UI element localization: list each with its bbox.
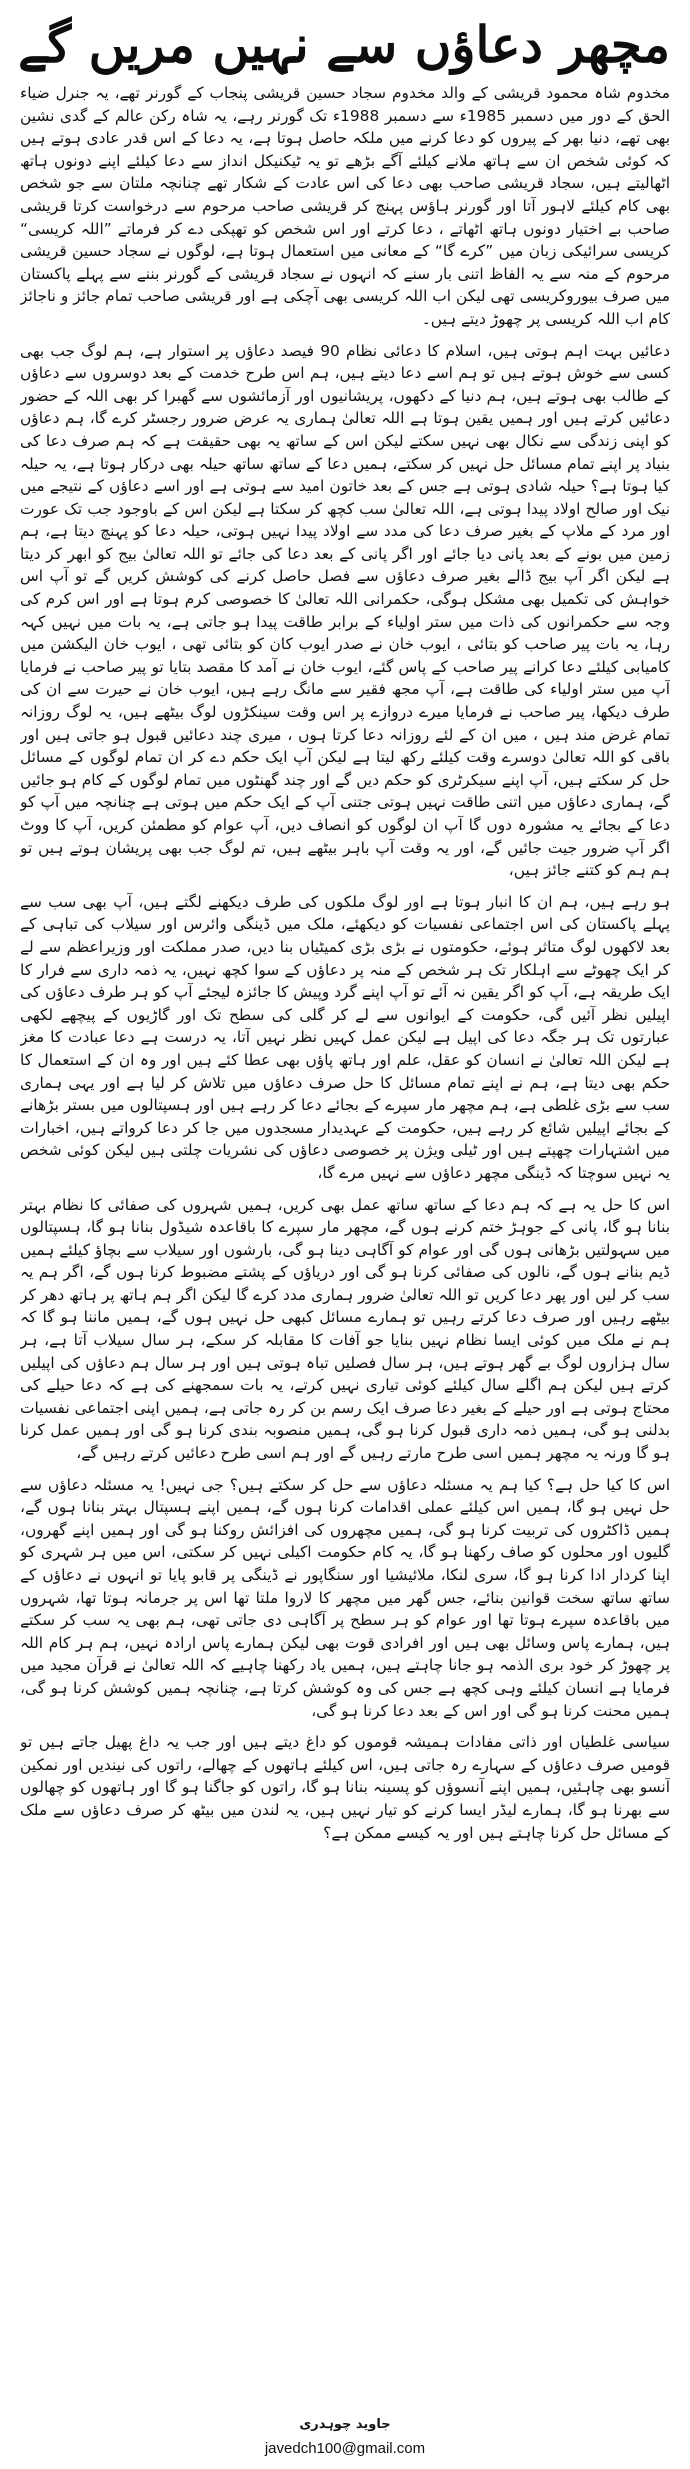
paragraph: ہو رہے ہیں، ہم ان کا انبار ہوتا ہے اور لوگ ملکوں کی طرف دیکھنے لگتے ہیں، آپ بھی سب سے پہلے پاکستان کی اس اجتماعی نفسیات کو دیکھئے، ملک میں ڈینگی وائرس اور سیلاب کی تباہی کے بعد لاکھوں لوگ متاثر ہوئے، حکومتوں نے بڑی بڑی کمیٹیاں بنا دیں، صدر مملکت اور وزیراعظم سے لے کر ایک چھوٹے سے اہلکار تک ہر شخص کے منہ پر دعاؤں کے سوا کچھ نہیں، یہ ذمہ داری سے فرار کا ایک طریقہ ہے، آپ کو اگر یقین نہ آئے تو آپ اپنے گرد وپیش کا جائزہ لیجئے آپ کو ہر طرف دعاؤں کی اپیلیں نظر آئیں گی، حکومت کے ایوانوں سے لے کر گلی کی سطح تک اور گاڑیوں کے پیچھے لکھی عبارتوں تک ہر جگہ دعا کی اپیل ہے لیکن عمل کہیں نظر نہیں آتا، یہ درست ہے دعا عبادت کا مغز ہے لیکن اللہ تعالیٰ نے انسان کو عقل، علم اور ہاتھ پاؤں بھی عطا کئے ہیں اور وہ ان کے استعمال کا حکم بھی دیتا ہے، ہم نے اپنے تمام مسائل کا حل صرف دعاؤں میں تلاش کر لیا ہے اور یہی ہماری سب سے بڑی غلطی ہے، ہم مچھر مار سپرے کے بجائے دعا کر رہے ہیں اور ہسپتالوں میں بستر بڑھانے کے بجائے اپیلیں شائع کر رہے ہیں، حکومت کے عہدیدار مسجدوں میں جا کر دعا کرواتے ہیں، اخبارات میں اشتہارات چھپتے ہیں اور ٹیلی ویژن پر خصوصی دعاؤں کی نشریات چلتی ہیں لیکن کوئی شخص یہ نہیں سوچتا کہ ڈینگی مچھر دعاؤں سے نہیں مرے گا، — [20, 892, 670, 1182]
paragraph: اس کا کیا حل ہے؟ کیا ہم یہ مسئلہ دعاؤں سے حل کر سکتے ہیں؟ جی نہیں! یہ مسئلہ دعاؤں سے حل نہیں ہو گا، ہمیں اس کیلئے عملی اقدامات کرنا ہوں گے، ہمیں اپنے ہسپتال بہتر بنانا ہوں گے، ہمیں ڈاکٹروں کی تربیت کرنا ہو گی، ہمیں مچھروں کی افزائش روکنا ہو گی اور ہمیں اپنے گھروں، گلیوں اور محلوں کو صاف رکھنا ہو گا، یہ کام حکومت اکیلی نہیں کر سکتی، اس میں ہر شہری کو اپنا کردار ادا کرنا ہو گا، سری لنکا، ملائیشیا اور سنگاپور نے ڈینگی پر قابو پایا تو انہوں نے دعاؤں کے ساتھ ساتھ سخت قوانین بنائے، جس گھر میں مچھر کا لاروا ملتا تھا اس پر جرمانہ ہوتا تھا، شہروں میں باقاعدہ سپرے ہوتا تھا اور عوام کو ہر سطح پر آگاہی دی جاتی تھی، ہم بھی یہ سب کر سکتے ہیں، ہمارے پاس وسائل بھی ہیں اور افرادی قوت بھی لیکن ہمارے پاس ارادہ نہیں، ہم ہر کام اللہ پر چھوڑ کر خود بری الذمہ ہو جانا چاہتے ہیں، ہمیں یاد رکھنا چاہیے کہ اللہ تعالیٰ نے قرآن مجید میں فرمایا ہے انسان کیلئے وہی کچھ ہے جس کی وہ کوشش کرتا ہے، چنانچہ ہمیں کوشش کرنا ہو گی، ہمیں محنت کرنا ہو گی اور اس کے بعد دعا کرنا ہو گی، — [20, 1475, 670, 1720]
article-body — [20, 82, 670, 2412]
headline: مچھر دعاؤں سے نہیں مریں گے — [18, 15, 670, 74]
author-name: جاوید چوہدری — [299, 2417, 391, 2432]
paragraph: دعائیں بہت اہم ہوتی ہیں، اسلام کا دعائی نظام 90 فیصد دعاؤں پر استوار ہے، ہم لوگ جب بھی کسی سے خوش ہوتے ہیں تو ہم اسے دعا دیتے ہیں، ہم اس طرح خدمت کے بعد دوسروں سے دعاؤں کے طالب بھی ہوتے ہیں، ہم دنیا کے دکھوں، پریشانیوں اور آزمائشوں سے گھبرا کر بھی اللہ کے حضور دعائیں کرتے ہیں اور ہمیں یقین ہوتا ہے اللہ تعالیٰ ہماری یہ عرض ضرور رجسٹر کرے گا، ہم دعاؤں کو اپنی زندگی سے نکال بھی نہیں سکتے لیکن اس کے ساتھ یہ بھی حقیقت ہے کہ ہم صرف دعا کی بنیاد پر اپنے تمام مسائل حل نہیں کر سکتے، ہمیں دعا کے ساتھ ساتھ حیلہ بھی درکار ہوتا ہے، یہ حیلہ کیا ہوتا ہے؟ حیلہ شادی ہوتی ہے جس کے بعد خاتون امید سے ہوتی ہے اور اسے دعاؤں کے نتیجے میں نیک اور صالح اولاد پیدا ہوتی ہے، اللہ تعالیٰ سب کچھ کر سکتا ہے لیکن اس کے باوجود جب تک عورت اور مرد کے ملاپ کے بغیر صرف دعا کی مدد سے اولاد پیدا نہیں ہوتی، حیلہ دعا کو پہنچ دیتا ہے، ہم زمین میں بونے کے بعد پانی دیا جائے اور اگر پانی کے بعد دعا کی جائے تو اللہ تعالیٰ بیج کو ابھر کر دیتا ہے لیکن اگر آپ بیج ڈالے بغیر صرف دعاؤں سے فصل حاصل کرنے کی کوشش کریں گے تو آپ اس خواہش کی تکمیل بھی مشکل ہوگی، حکمرانی اللہ تعالیٰ کا خصوصی کرم ہوتا ہے اور اس کرم کی وجہ سے حکمرانوں کی ذات میں ستر اولیاء کے برابر طاقت پیدا ہو جاتی ہے، یہ بات میں نہیں کہہ رہا، یہ بات پیر صاحب کو بتائی ، ایوب خان نے صدر ایوب کان کو بتائی تھی ، ایوب خان الیکشن میں کامیابی کیلئے دعا کرانے پیر صاحب کے پاس گئے، ایوب خان نے آمد کا مقصد بتایا تو پیر صاحب نے فرمایا آپ میں ستر اولیاء کی طاقت ہے، آپ مجھ فقیر سے مانگ رہے ہیں، ایوب خان نے حیرت سے ان کی طرف دیکھا، پیر صاحب نے فرمایا میرے دروازے پر اس وقت سینکڑوں لوگ بیٹھے ہیں، یہ لوگ روزانہ تمام غرض مند ہیں ، میں ان کے لئے روزانہ دعا کرتا ہوں ، میری چند دعائیں قبول ہو جاتی ہیں اور باقی کو اللہ تعالیٰ دوسرے وقت کیلئے رکھ لیتا ہے لیکن آپ ایک حکم دے کر ان تمام لوگوں کے مسائل حل کر سکتے ہیں، آپ اپنے سیکرٹری کو حکم دیں گے اور چند گھنٹوں میں تمام لوگوں کے کام ہو جائیں گے، ہماری دعاؤں میں اتنی طاقت نہیں ہوتی جتنی آپ کے ایک حکم میں ہوتی ہے چنانچہ میں آپ کو دعا کے بجائے یہ مشورہ دوں گا آپ ان لوگوں کو انصاف دیں، آپ عوام کو مطمئن کریں، آپ کا ووٹ اگر آپ ضرور جیت جائیں گے، اور یہ وقت آپ باہر بیٹھے ہیں، تم لوگ جب بھی پریشان ہوتے ہیں تو ہم ہم کو کتنے جائز ہیں، — [20, 341, 670, 880]
paragraph: مخدوم شاہ محمود قریشی کے والد مخدوم سجاد حسین قریشی پنجاب کے گورنر تھے، یہ جنرل ضیاء الحق کے دور میں دسمبر 1985ء سے دسمبر 1988ء تک گورنر رہے، یہ شاہ رکن عالم کے گدی نشین بھی تھے، دنیا بھر کے پیروں کو دعا کرنے میں ملکہ حاصل ہوتا ہے، یہ دعا کے اس قدر عادی ہوتے ہیں کہ کوئی شخص ان سے ہاتھ ملانے کیلئے آگے بڑھے تو یہ ٹیکنیکل انداز سے دعا کیلئے اپنے دونوں ہاتھ اٹھالیتے ہیں، سجاد قریشی صاحب بھی دعا کی اس عادت کے شکار تھے چنانچہ ملتان سے جو شخص بھی کام کیلئے لاہور آتا اور گورنر ہاؤس پہنچ کر قریشی صاحب مرحوم سے درخواست کرتا قریشی صاحب بے اختیار دونوں ہاتھ اٹھاتے ، دعا کرتے اور اس شخص کو تھپکی دے کر فرماتے ”اللہ کریسی“ کریسی سرائیکی زبان میں ”کرے گا“ کے معانی میں استعمال ہوتا ہے، لوگوں نے سجاد حسین قریشی مرحوم کے منہ سے یہ الفاظ اتنی بار سنے کہ انہوں نے سجاد قریشی کے گورنر بننے سے پہلے پاکستان میں صرف بیوروکریسی تھی لیکن اب اللہ کریسی بھی آچکی ہے اور قریشی صاحب تمام جائز و ناجائز کام اب اللہ کریسی پر چھوڑ دیتے ہیں۔ — [20, 84, 670, 328]
paragraph: سیاسی غلطیاں اور ذاتی مفادات ہمیشہ قوموں کو داغ دیتے ہیں اور جب یہ داغ پھیل جاتے ہیں تو قومیں صرف دعاؤں کے سہارے رہ جاتی ہیں، اس کیلئے ہاتھوں کے چھالے، راتوں کی نیندیں اور نمکین آنسو بھی چاہئیں، ہمیں اپنے آنسوؤں کو پسینہ بنانا ہو گا، راتوں کو جاگنا ہو گا اور ہاتھوں کو چھالوں سے بھرنا ہو گا، ہمارے لیڈر ایسا کرنے کو تیار نہیں ہیں، یہ لندن میں بیٹھ کر صرف دعاؤں سے ملک کے مسائل حل کرنا چاہتے ہیں اور یہ کیسے ممکن ہے؟ — [20, 1733, 670, 1842]
paragraph: اس کا حل یہ ہے کہ ہم دعا کے ساتھ ساتھ عمل بھی کریں، ہمیں شہروں کی صفائی کا نظام بہتر بنانا ہو گا، پانی کے جوہڑ ختم کرنے ہوں گے، مچھر مار سپرے کا باقاعدہ شیڈول بنانا ہو گا، ہسپتالوں میں سہولتیں بڑھانی ہوں گی اور عوام کو آگاہی دینا ہو گی، بارشوں اور سیلاب سے بچاؤ کیلئے ہمیں ڈیم بنانے ہوں گے، نالوں کی صفائی کرنا ہو گی اور دریاؤں کے پشتے مضبوط کرنا ہوں گے، اگر ہم یہ سب کر لیں اور پھر دعا کریں تو اللہ تعالیٰ ضرور ہماری مدد کرے گا لیکن اگر ہم ہاتھ پر ہاتھ دھر کر بیٹھے رہیں اور صرف دعا کرتے رہیں تو ہمارے مسائل کبھی حل نہیں ہوں گے، ہمیں ماننا ہو گا کہ ہم نے ملک میں کوئی ایسا نظام نہیں بنایا جو آفات کا مقابلہ کر سکے، ہر سال سیلاب آتا ہے، ہر سال ہزاروں لوگ بے گھر ہوتے ہیں، ہر سال فصلیں تباہ ہوتی ہیں اور ہر سال ہم دعاؤں کی اپیلیں کرتے ہیں لیکن ہم اگلے سال کیلئے کوئی تیاری نہیں کرتے، یہ بات سمجھنے کی ہے کہ دعا حیلے کی محتاج ہوتی ہے اور حیلے کے بغیر دعا صرف ایک رسم بن کر رہ جاتی ہے، ہمیں اپنی اجتماعی نفسیات بدلنی ہو گی، ہمیں ذمہ داری قبول کرنا ہو گی، ہمیں منصوبہ بندی کرنا ہو گی اور ہمیں عمل کرنا ہو گا ورنہ یہ مچھر ہمیں اسی طرح مارتے رہیں گے اور ہم اسی طرح دعائیں کرتے رہیں گے، — [20, 1195, 670, 1463]
author-email[interactable]: javedch100@gmail.com — [264, 2440, 426, 2457]
